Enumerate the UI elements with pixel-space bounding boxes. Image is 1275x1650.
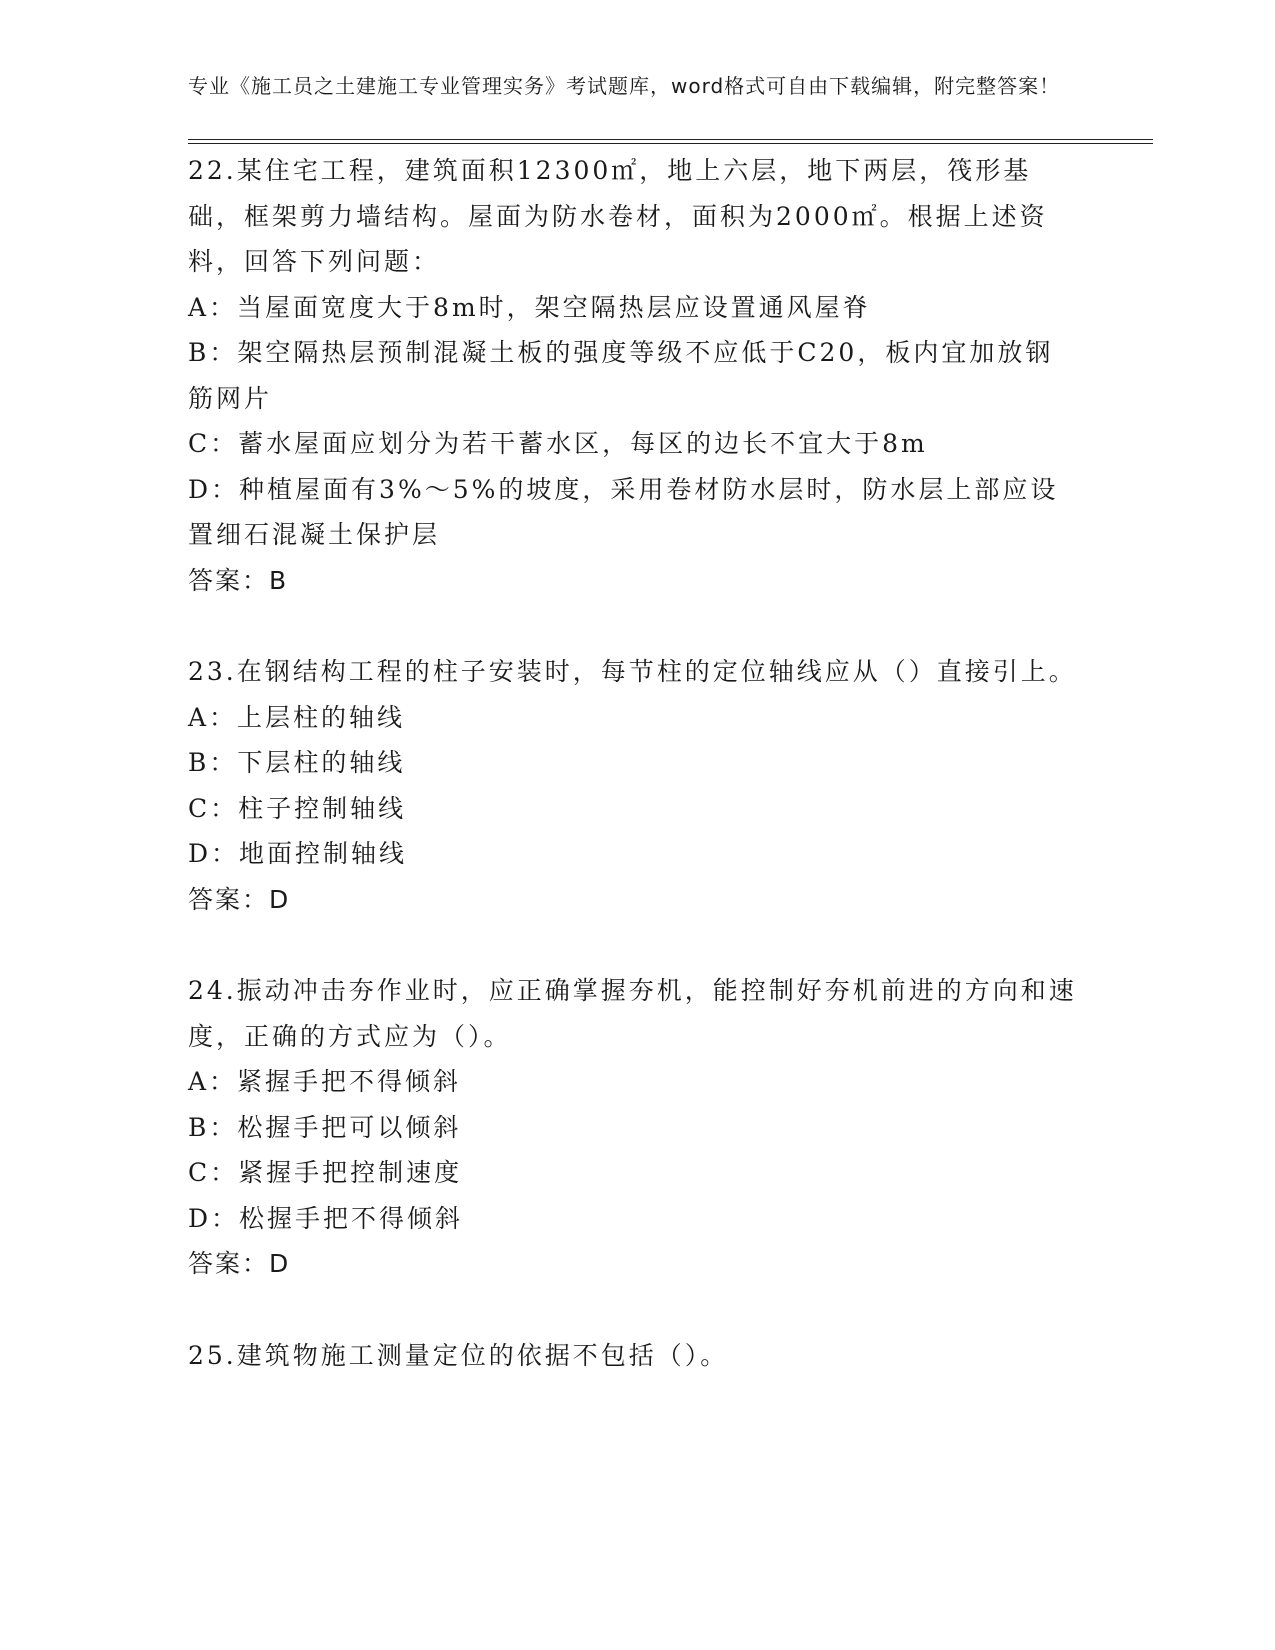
question-stem: 22.某住宅工程，建筑面积12300㎡，地上六层，地下两层，筏形基础，框架剪力墙结构。屋面为防水卷材，面积为2000㎡。根据上述资料，回答下列问题： bbox=[188, 156, 1048, 276]
option-b: B：下层柱的轴线 bbox=[188, 748, 406, 777]
option-c: C：柱子控制轴线 bbox=[188, 793, 407, 823]
question-list bbox=[188, 148, 1153, 1378]
option-b: B：架空隔热层预制混凝土板的强度等级不应低于C20，板内宜加放钢筋网片 bbox=[188, 338, 1054, 413]
option-a: A：上层柱的轴线 bbox=[188, 702, 406, 732]
question-stem: 23.在钢结构工程的柱子安装时，每节柱的定位轴线应从（）直接引上。 bbox=[188, 657, 1077, 686]
answer-line: 答案：B bbox=[188, 565, 289, 595]
question-24 bbox=[188, 968, 1153, 1287]
question-25 bbox=[188, 1333, 1153, 1379]
option-a: A：当屋面宽度大于8m时，架空隔热层应设置通风屋脊 bbox=[188, 292, 871, 322]
question-stem: 25.建筑物施工测量定位的依据不包括（）。 bbox=[188, 1340, 729, 1370]
document-header: 专业《施工员之土建施工专业管理实务》考试题库，word格式可自由下载编辑，附完整答案！ bbox=[188, 74, 1061, 98]
option-c: C：紧握手把控制速度 bbox=[188, 1158, 463, 1187]
option-b: B：松握手把可以倾斜 bbox=[188, 1112, 462, 1142]
option-d: D：地面控制轴线 bbox=[188, 839, 408, 868]
answer-line: 答案：D bbox=[188, 884, 291, 914]
option-c: C：蓄水屋面应划分为若干蓄水区，每区的边长不宜大于8m bbox=[188, 429, 928, 458]
option-d: D：种植屋面有3%～5%的坡度，采用卷材防水层时，防水层上部应设置细石混凝土保护层 bbox=[188, 474, 1059, 549]
answer-line: 答案：D bbox=[188, 1249, 291, 1278]
document-page bbox=[188, 70, 1153, 1424]
question-stem: 24.振动冲击夯作业时，应正确掌握夯机，能控制好夯机前进的方向和速度，正确的方式应为（）。 bbox=[188, 976, 1077, 1051]
option-a: A：紧握手把不得倾斜 bbox=[188, 1067, 462, 1096]
question-23 bbox=[188, 649, 1153, 922]
question-22 bbox=[188, 148, 1153, 603]
header-divider bbox=[188, 139, 1153, 144]
option-d: D：松握手把不得倾斜 bbox=[188, 1203, 464, 1233]
